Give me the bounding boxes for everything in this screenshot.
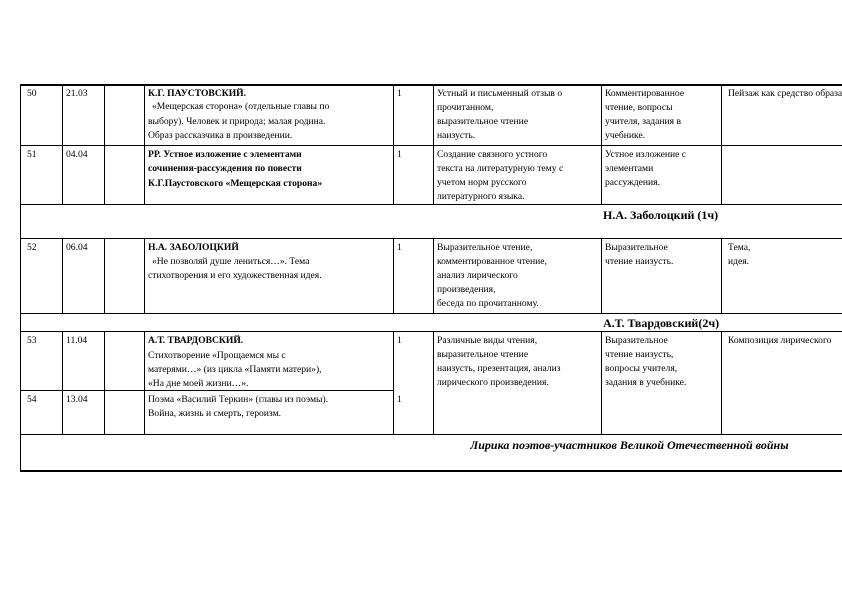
activity-line: выразительное чтение	[437, 349, 529, 360]
lesson-topic-line: РР. Устное изложение с элементами	[148, 149, 302, 160]
lesson-topic-line: Поэма «Василий Теркин» (главы из поэмы).	[148, 394, 329, 405]
section-heading: Н.А. Заболоцкий (1ч)	[603, 208, 719, 222]
col-divider	[601, 84, 602, 204]
col-divider	[62, 331, 63, 434]
theory-line: Тема,	[728, 242, 751, 253]
activity-line: учетом норм русского	[437, 177, 527, 188]
col-divider	[104, 84, 105, 204]
col-divider	[393, 238, 394, 313]
col-divider	[433, 331, 434, 434]
activity-line: Различные виды чтения,	[437, 335, 538, 346]
theory-line: Пейзаж как средство образа	[728, 88, 842, 99]
lesson-hours: 1	[397, 394, 402, 405]
table-bottom-border	[20, 470, 842, 472]
control-line: рассуждения.	[605, 177, 660, 188]
activity-line: наизусть.	[437, 130, 476, 141]
row-divider	[20, 390, 393, 391]
lesson-hours: 1	[397, 88, 402, 99]
activity-line: выразительное чтение	[437, 116, 529, 127]
activity-line: прочитанном,	[437, 102, 494, 113]
activity-line: Создание связного устного	[437, 149, 548, 160]
activity-line: лирического произведения.	[437, 377, 549, 388]
control-line: чтение наизусть.	[605, 256, 674, 267]
row-divider	[20, 204, 842, 205]
lesson-topic-line: «Мещерская сторона» (отдельные главы по	[152, 101, 330, 112]
section-heading: Лирика поэтов-участников Великой Отечественной войны	[470, 438, 789, 452]
col-divider	[601, 331, 602, 434]
control-line: учителя, задания в	[605, 116, 682, 127]
col-divider	[433, 238, 434, 313]
col-divider	[393, 331, 394, 434]
col-divider	[721, 84, 722, 204]
lesson-hours: 1	[397, 242, 402, 253]
theory-line: идея.	[728, 256, 750, 267]
control-line: учебнике.	[605, 130, 646, 141]
activity-line: Устный и письменный отзыв о	[437, 88, 563, 99]
col-divider	[62, 84, 63, 204]
activity-line: Выразительное чтение,	[437, 242, 533, 253]
col-divider	[393, 84, 394, 204]
col-divider	[104, 331, 105, 434]
activity-line: литературного языка.	[437, 191, 525, 202]
control-line: Комментированное	[605, 88, 685, 99]
lesson-hours: 1	[397, 149, 402, 160]
col-divider	[144, 331, 145, 434]
col-divider	[62, 238, 63, 313]
control-line: вопросы учителя,	[605, 363, 678, 374]
row-divider	[20, 313, 842, 314]
control-line: задания в учебнике.	[605, 377, 687, 388]
activity-line: текста на литературную тему с	[437, 163, 564, 174]
lesson-topic-title: К.Г. ПАУСТОВСКИЙ.	[148, 88, 247, 99]
lesson-topic-title: А.Т. ТВАРДОВСКИЙ.	[148, 335, 244, 346]
col-divider	[601, 238, 602, 313]
lesson-date: 21.03	[66, 88, 88, 99]
lesson-topic-line: Война, жизнь и смерть, героизм.	[148, 408, 282, 419]
lesson-topic-title: Н.А. ЗАБОЛОЦКИЙ	[148, 242, 239, 253]
control-line: чтение, вопросы	[605, 102, 673, 113]
row-divider	[20, 434, 842, 435]
activity-line: наизусть, презентация, анализ	[437, 363, 561, 374]
control-line: Выразительное	[605, 335, 668, 346]
lesson-topic-line: стихотворения и его художественная идея.	[148, 270, 322, 281]
col-divider	[144, 84, 145, 204]
col-divider	[144, 238, 145, 313]
lesson-date: 13.04	[66, 394, 88, 405]
control-line: чтение наизусть,	[605, 349, 674, 360]
col-divider	[433, 84, 434, 204]
lesson-topic-line: Стихотворение «Прощаемся мы с	[148, 350, 286, 361]
lesson-topic-line: «Не позволяй душе лениться…». Тема	[152, 256, 310, 267]
lesson-number: 52	[27, 242, 37, 253]
lesson-number: 54	[27, 394, 37, 405]
theory-line: Композиция лирического	[728, 335, 832, 346]
lesson-number: 53	[27, 335, 37, 346]
col-divider	[721, 238, 722, 313]
lesson-topic-line: матерями…» (из цикла «Памяти матери»),	[148, 364, 322, 375]
lesson-topic-line: «На дне моей жизни…».	[148, 378, 249, 389]
lesson-hours: 1	[397, 335, 402, 346]
lesson-topic-line: Образ рассказчика в произведении.	[148, 130, 293, 141]
control-line: Выразительное	[605, 242, 668, 253]
lesson-date: 11.04	[66, 335, 88, 346]
lesson-topic-line: выбору). Человек и природа; малая родина.	[148, 116, 326, 127]
activity-line: анализ лирического	[437, 270, 518, 281]
lesson-date: 06.04	[66, 242, 88, 253]
activity-line: произведения,	[437, 284, 496, 295]
lesson-date: 04.04	[66, 149, 88, 160]
activity-line: беседа по прочитанному.	[437, 298, 539, 309]
col-divider	[721, 331, 722, 434]
col-divider	[104, 238, 105, 313]
table-left-border	[20, 84, 21, 471]
control-line: Устное изложение с	[605, 149, 687, 160]
lesson-topic-line: сочинения-рассуждения по повести	[148, 163, 302, 174]
lesson-topic-line: К.Г.Паустовского «Мещерская сторона»	[148, 178, 323, 189]
lesson-number: 50	[27, 88, 37, 99]
section-heading: А.Т. Твардовский(2ч)	[603, 316, 720, 330]
lesson-number: 51	[27, 149, 37, 160]
control-line: элементами	[605, 163, 654, 174]
activity-line: комментированное чтение,	[437, 256, 547, 267]
